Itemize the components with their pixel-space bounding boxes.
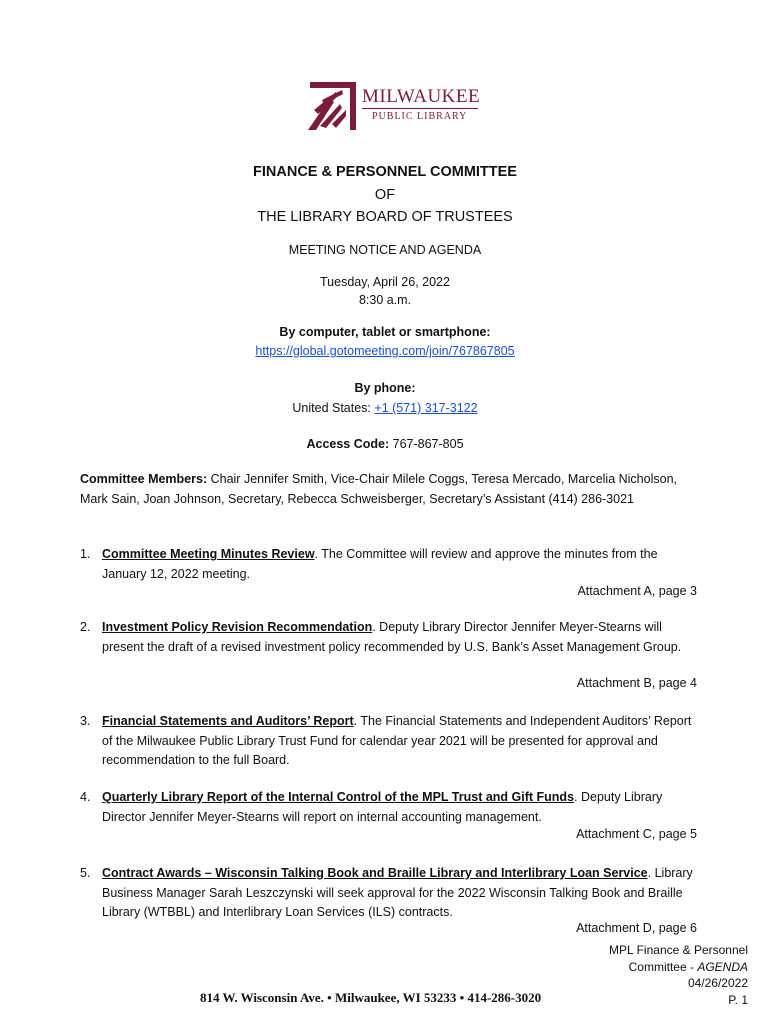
footer-committee: MPL Finance & Personnel — [609, 943, 748, 957]
footer-page-info — [609, 942, 748, 1008]
agenda-item-4-attachment: Attachment C, page 5 — [576, 827, 697, 841]
footer-page-number: P. 1 — [728, 992, 748, 1007]
footer-committee-suffix: Committee - — [628, 959, 698, 974]
agenda-item-text: . The Financial Statements and Independent Auditors’ Report of the Milwaukee Public Library Trust Fund for calendar year 2021 will be presented for approval and recommendation to the full Board. — [102, 714, 692, 767]
meeting-link[interactable]: https://global.gotomeeting.com/join/767867805 — [255, 344, 515, 358]
committee-members — [80, 469, 700, 509]
phone-number-link[interactable]: +1 (571) 317-3122 — [374, 401, 478, 415]
agenda-item-number: 1. — [80, 547, 91, 561]
footer-address: 814 W. Wisconsin Ave. • Milwaukee, WI 53233 • 414-286-3020 — [200, 990, 542, 1005]
logo-name: MILWAUKEE — [362, 86, 481, 107]
phone-line — [0, 401, 770, 415]
computer-access-label: By computer, tablet or smartphone: — [279, 325, 491, 339]
agenda-item-5-attachment: Attachment D, page 6 — [576, 921, 697, 935]
agenda-item-title: Quarterly Library Report of the Internal Control of the MPL Trust and Gift Funds — [102, 790, 575, 804]
agenda-item-title: Financial Statements and Auditors’ Report — [102, 714, 354, 728]
agenda-item-number: 5. — [80, 866, 91, 880]
committee-title: FINANCE & PERSONNEL COMMITTEE — [253, 164, 517, 180]
agenda-item-5 — [80, 864, 700, 923]
footer-date: 04/26/2022 — [687, 976, 748, 990]
access-code-label: Access Code: — [306, 437, 390, 451]
agenda-item-text: . Deputy Library Director Jennifer Meyer-Stearns will report on internal accounting management. — [102, 790, 663, 824]
committee-members-label: Committee Members: — [80, 472, 208, 486]
access-code-line — [0, 437, 770, 451]
agenda-item-text: . Deputy Library Director Jennifer Meyer-Stearns will present the draft of a revised investment policy recommended by U.S. Bank’s Asset Management Group. — [102, 620, 682, 654]
meeting-date: Tuesday, April 26, 2022 — [320, 275, 450, 289]
logo-subtitle: PUBLIC LIBRARY — [372, 111, 468, 122]
agenda-item-2-attachment: Attachment B, page 4 — [576, 676, 697, 690]
agenda-item-3 — [80, 712, 700, 771]
meeting-link-line — [0, 344, 770, 358]
access-code-value: 767-867-805 — [389, 437, 464, 451]
board-title: THE LIBRARY BOARD OF TRUSTEES — [257, 209, 513, 225]
title-of: OF — [374, 187, 396, 203]
agenda-item-title: Investment Policy Revision Recommendation — [102, 620, 373, 634]
committee-members-list: Chair Jennifer Smith, Vice-Chair Milele Coggs, Teresa Mercado, Marcelia Nicholson, Mark Sain, Joan Johnson, Secretary, Rebecca Schweisberger, Secretary’s Assistant (414) 286-3021 — [80, 472, 677, 506]
agenda-item-2 — [80, 618, 700, 657]
agenda-item-1 — [80, 545, 700, 584]
meeting-time: 8:30 a.m. — [358, 293, 412, 307]
library-emblem-icon — [306, 80, 358, 132]
agenda-item-number: 4. — [80, 790, 91, 804]
agenda-item-text: . Library Business Manager Sarah Leszczynski will seek approval for the 2022 Wisconsin Talking Book and Braille Library (WTBBL) and Interlibrary Loan Services (ILS) contracts. — [102, 866, 693, 919]
agenda-item-title: Committee Meeting Minutes Review — [102, 547, 315, 561]
agenda-item-text: . The Committee will review and approve the minutes from the January 12, 2022 meeting. — [102, 547, 658, 581]
footer-agenda-label: AGENDA — [697, 959, 748, 974]
notice-heading: MEETING NOTICE AND AGENDA — [288, 243, 482, 257]
agenda-item-title: Contract Awards – Wisconsin Talking Book and Braille Library and Interlibrary Loan Service — [102, 866, 648, 880]
logo-divider — [362, 108, 478, 109]
footer-doc-type — [609, 959, 748, 976]
phone-access-label: By phone: — [354, 381, 416, 395]
agenda-item-number: 2. — [80, 620, 91, 634]
phone-country-label: United States: — [292, 401, 375, 415]
agenda-item-1-attachment: Attachment A, page 3 — [577, 584, 697, 598]
agenda-item-number: 3. — [80, 714, 91, 728]
agenda-item-4 — [80, 788, 700, 827]
library-logo — [306, 80, 486, 132]
